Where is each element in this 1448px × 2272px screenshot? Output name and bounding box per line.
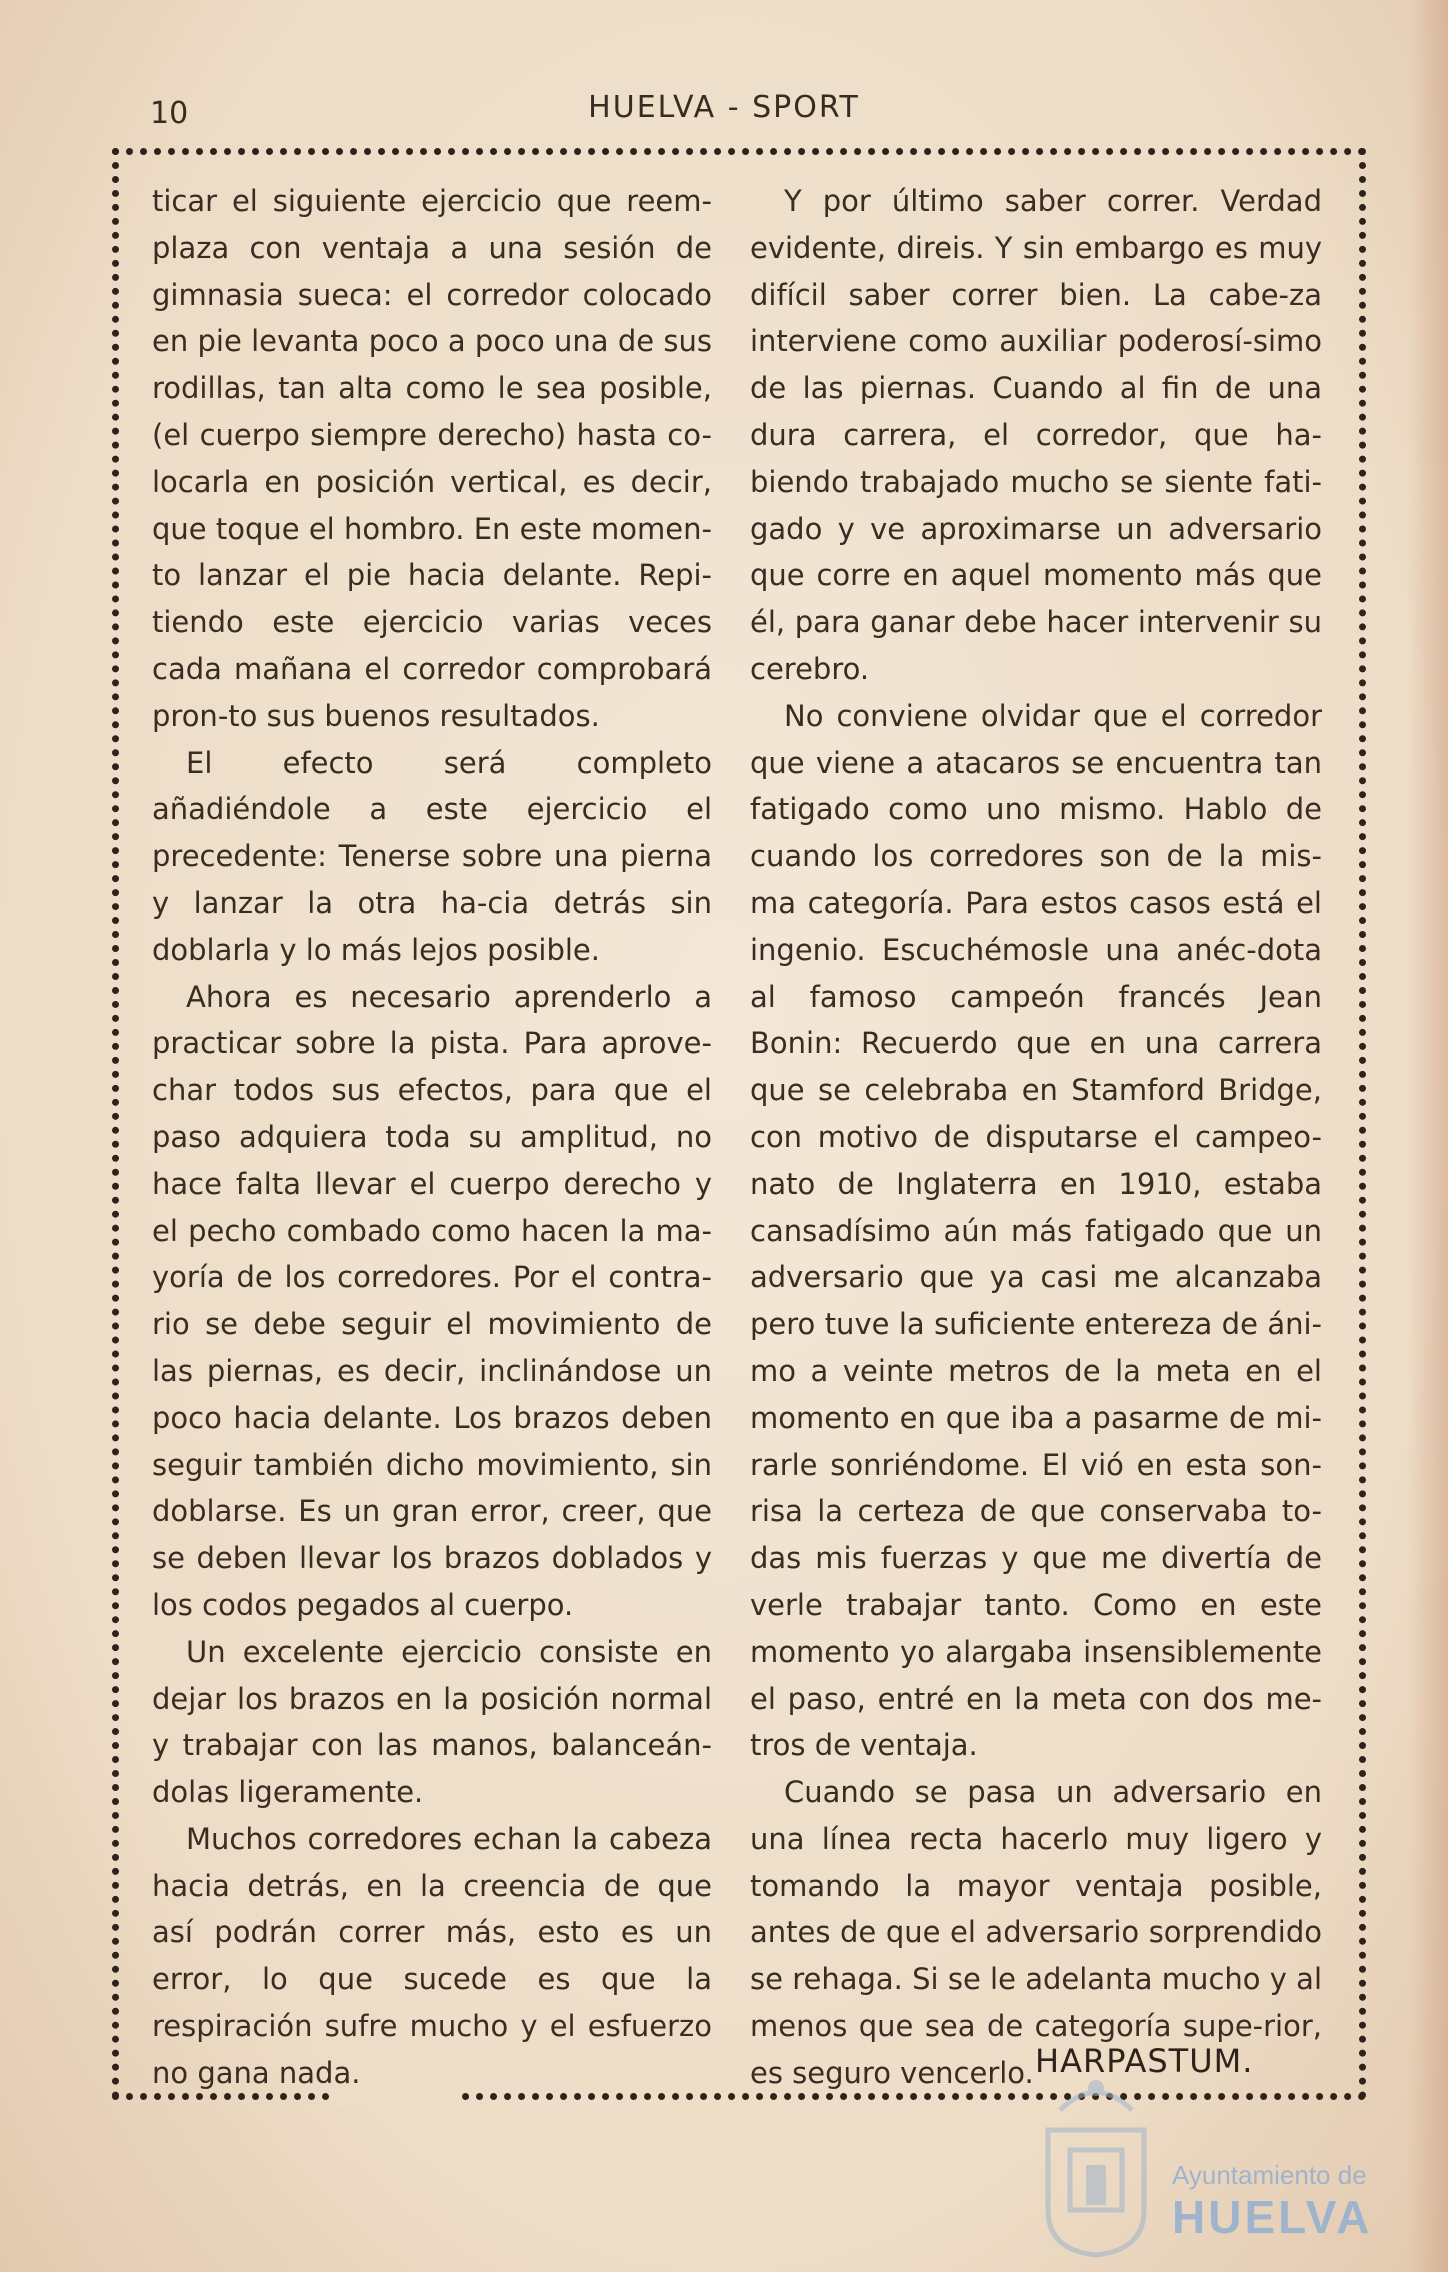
right-column xyxy=(750,178,1322,2097)
paragraph: Un excelente ejercicio consiste en dejar los brazos en la posición normal y trabajar con las manos, balanceán-dolas ligeramente. xyxy=(152,1634,712,1810)
paragraph: ticar el siguiente ejercicio que reem-plaza con ventaja a una sesión de gimnasia sueca: el corredor colocado en pie levanta poco a poco una de sus rodillas, tan alta como le sea posible, (el cuerpo siempre derecho) hasta co-locarla en posición vertical, es decir, que toque el hombro. En este momen-to lanzar el pie hacia delante. Repi-tiendo este ejercicio varias veces cada mañana el corredor comprobará pron-to sus buenos resultados. xyxy=(152,184,712,733)
page-edge-shadow xyxy=(1408,0,1448,2272)
page-number: 10 xyxy=(150,96,189,131)
paragraph: Cuando se pasa un adversario en una línea recta hacerlo muy ligero y tomando la mayor ventaja posible, antes de que el adversario sorprendido se rehaga. Si se le adelanta mucho y al menos que sea de categoría supe-rior, es seguro vencerlo. xyxy=(750,1775,1322,2090)
watermark-line-1: Ayuntamiento de xyxy=(1172,2160,1367,2190)
paragraph: Y por último saber correr. Verdad evidente, direis. Y sin embargo es muy difícil saber correr bien. La cabe-za interviene como auxiliar poderosí-simo de las piernas. Cuando al fin de una dura carrera, el corredor, que ha-biendo trabajado mucho se siente fati-gado y ve aproximarse un adversario que corre en aquel momento más que él, para ganar debe hacer intervenir su cerebro. xyxy=(750,184,1322,686)
paragraph: Ahora es necesario aprenderlo a practicar sobre la pista. Para aprove-char todos sus efectos, para que el paso adquiera toda su amplitud, no hace falta llevar el cuerpo derecho y el pecho combado como hacen la ma-yoría de los corredores. Por el contra-rio se debe seguir el movimiento de las piernas, es decir, inclinándose un poco hacia delante. Los brazos deben seguir también dicho movimiento, sin doblarse. Es un gran error, creer, que se deben llevar los brazos doblados y los codos pegados al cuerpo. xyxy=(152,979,712,1622)
running-head: HUELVA - SPORT xyxy=(588,90,860,125)
paragraph: No conviene olvidar que el corredor que viene a atacaros se encuentra tan fatigado como uno mismo. Hablo de cuando los corredores son de la mis-ma categoría. Para estos casos está el ingenio. Escuchémosle una anéc-dota al famoso campeón francés Jean Bonin: Recuerdo que en una carrera que se celebraba en Stamford Bridge, con motivo de disputarse el campeo-nato de Inglaterra en 1910, estaba cansadísimo aún más fatigado que un adversario que ya casi me alcanzaba pero tuve la suficiente entereza de áni-mo a veinte metros de la meta en el momento en que iba a pasarme de mi-rarle sonriéndome. El vió en esta son-risa la certeza de que conservaba to-das mis fuerzas y que me divertía de verle trabajar tanto. Como en este momento yo alargaba insensiblemente el paso, entré en la meta con dos me-tros de ventaja. xyxy=(750,698,1322,1763)
paragraph: El efecto será completo añadiéndole a este ejercicio el precedente: Tenerse sobre una pierna y lanzar la otra ha-cia detrás sin doblarla y lo más lejos posible. xyxy=(152,745,712,967)
watermark-line-2: HUELVA xyxy=(1172,2191,1373,2243)
left-column xyxy=(152,178,712,2097)
author-signature: HARPASTUM. xyxy=(1035,2042,1254,2080)
paragraph: Muchos corredores echan la cabeza hacia detrás, en la creencia de que así podrán correr más, esto es un error, lo que sucede es que la respiración sufre mucho y el esfuerzo no gana nada. xyxy=(152,1821,712,2090)
